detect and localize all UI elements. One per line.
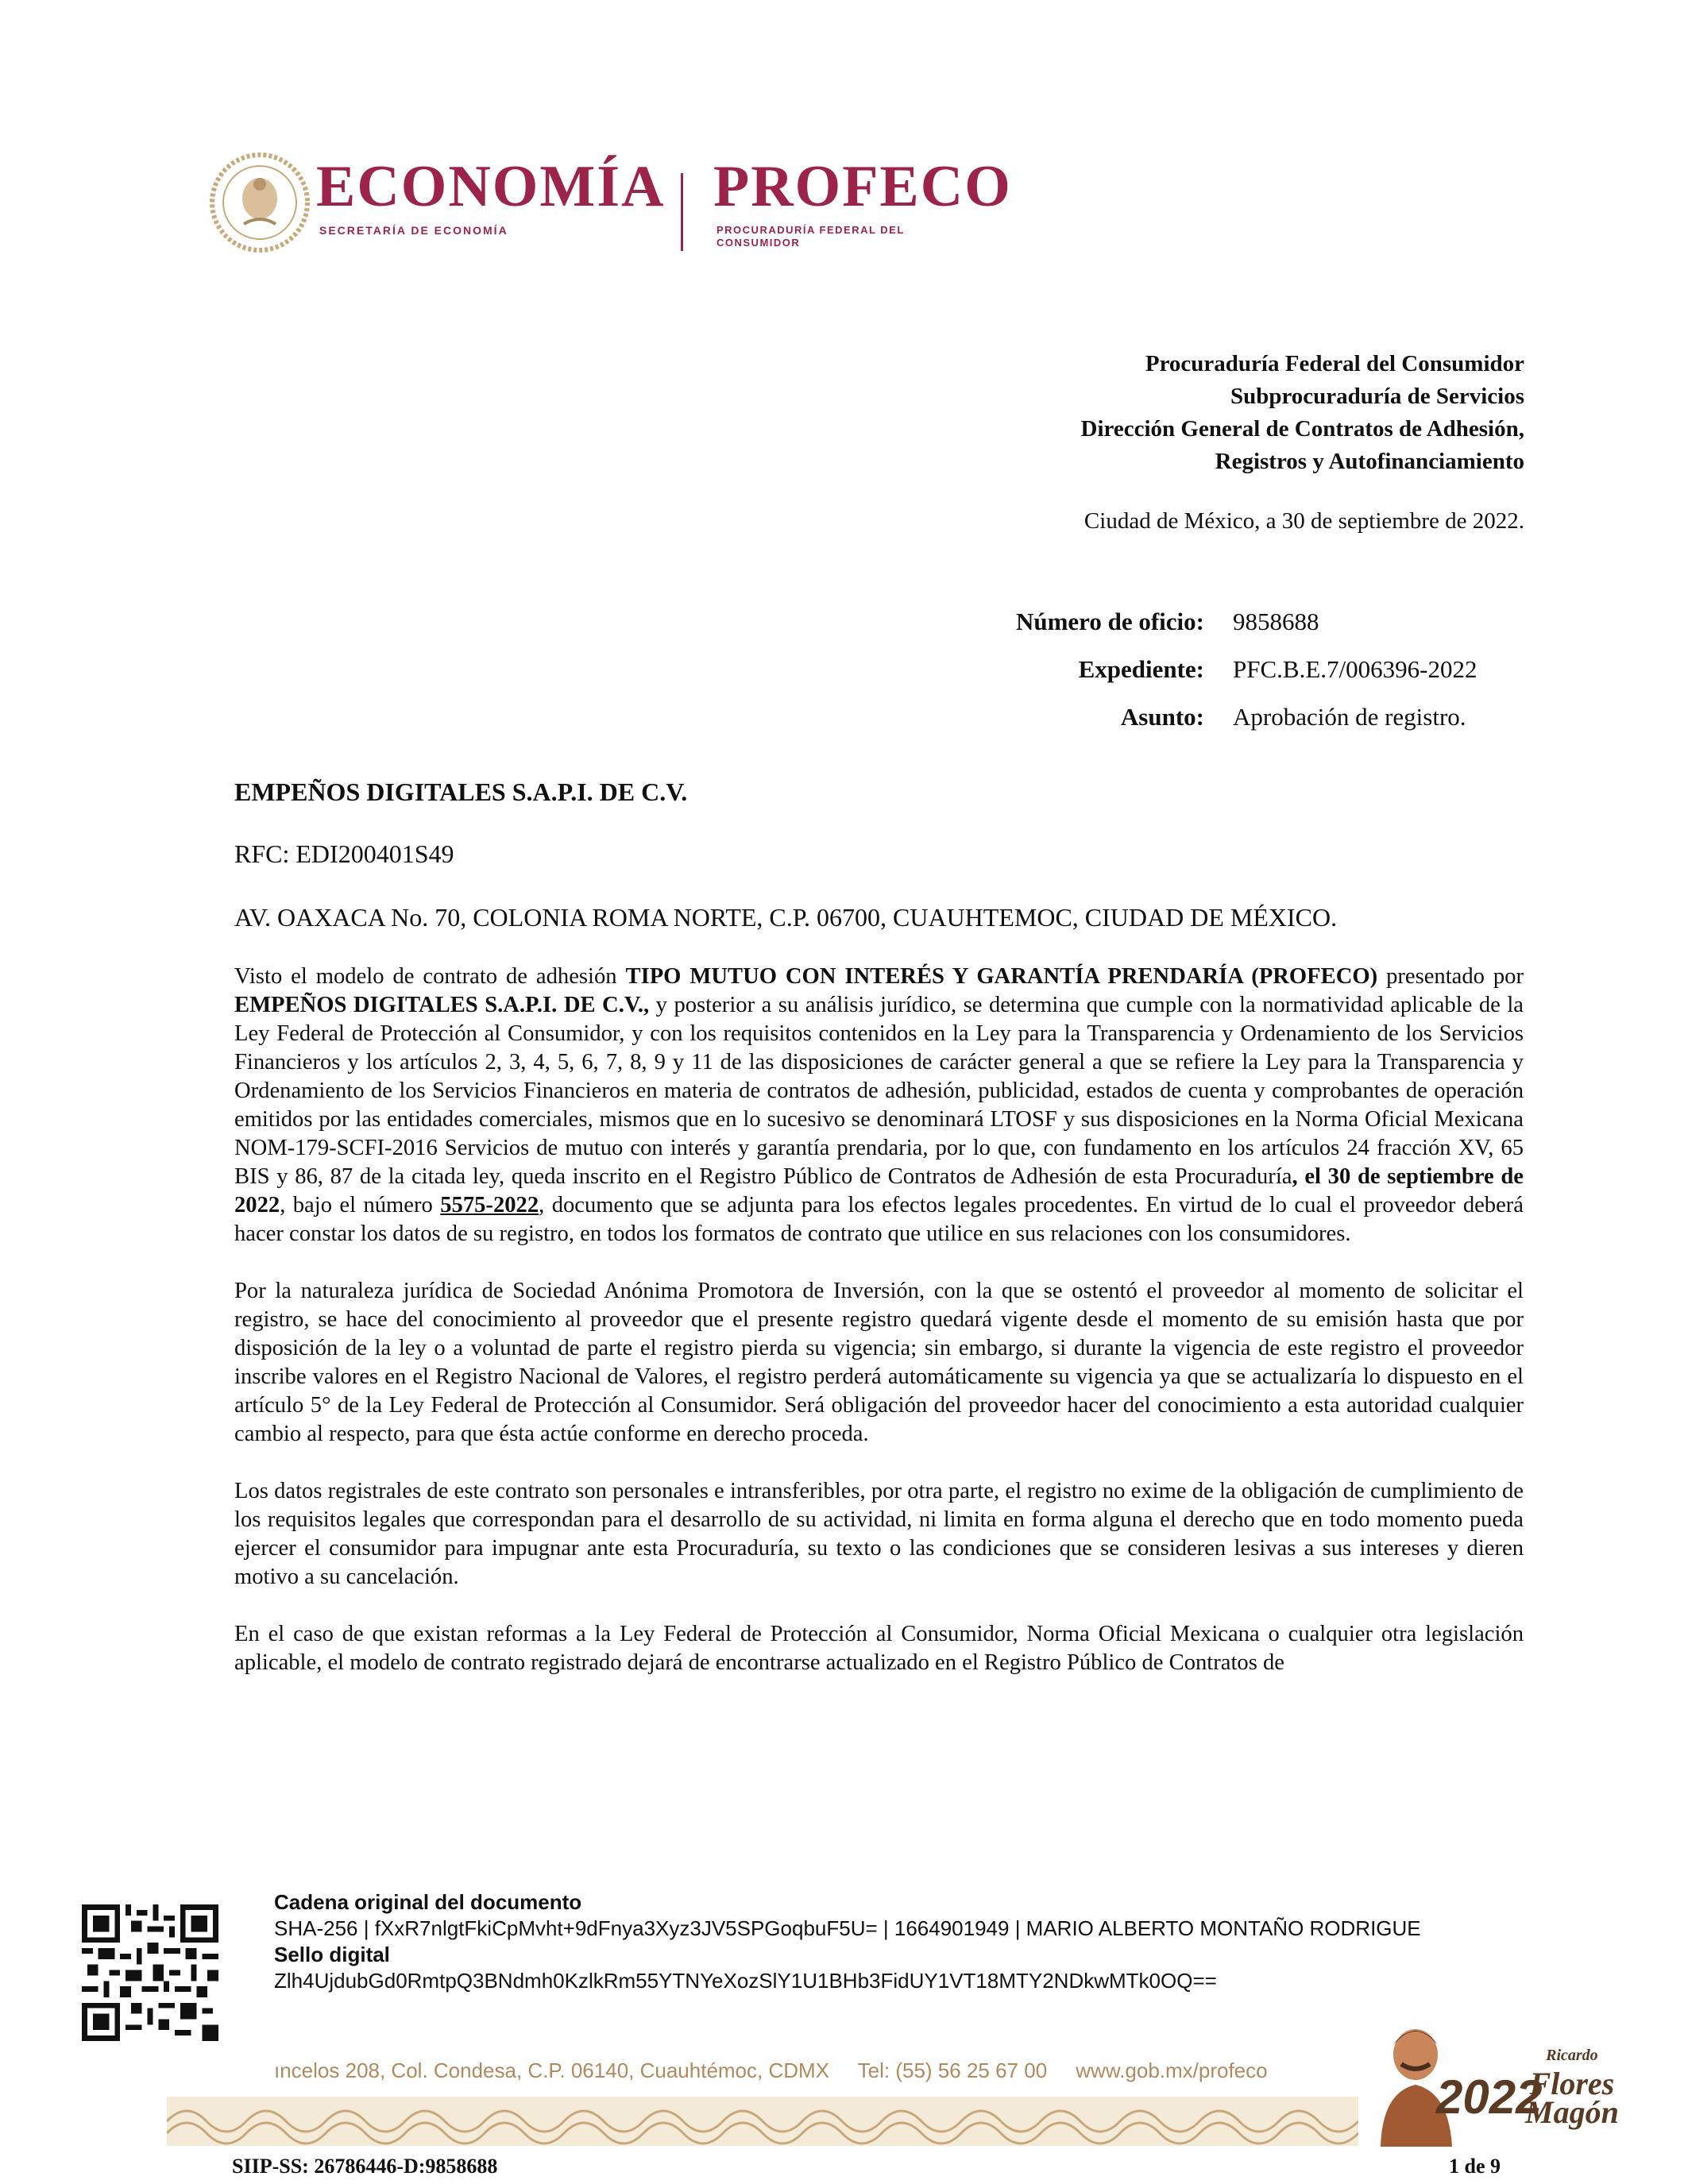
office-header [1081,348,1525,478]
cadena-label: Cadena original del documento [274,1890,582,1914]
meta-row-oficio [985,598,1477,646]
contract-type: TIPO MUTUO CON INTERÉS Y GARANTÍA PRENDARÍA (PROFECO) [625,964,1378,989]
registration-date: , el 30 de septiembre de 2022 [234,1164,1524,1217]
office-line-4: Registros y Autofinanciamiento [1215,449,1524,474]
addressee-name: EMPEÑOS DIGITALES S.A.P.I. DE C.V. [234,778,688,806]
economia-logo-text: ECONOMÍA [316,154,666,219]
office-line-3: Dirección General de Contratos de Adhesión, [1080,416,1524,442]
asunto-label: Asunto: [1120,703,1204,731]
economia-logo-subtitle: SECRETARÍA DE ECONOMÍA [319,224,508,237]
footer-decorative-band [167,2097,1358,2146]
qr-code [82,1904,218,2041]
asunto-value: Aprobación de registro. [1233,703,1466,731]
name-first: Ricardo [1546,2047,1598,2064]
body-paragraph-3: Los datos registrales de este contrato son personales e intransferibles, por otra parte, el registro no exime de la obligación de cumplimiento de los requisitos legales que correspondan para el desarrollo de su actividad, ni limita en forma alguna el derecho que en todo momento pueda ejercer el consumidor para impugnar ante esta Procuraduría, su texto o las condiciones que se consideren lesivas a sus intereses y dieren motivo a su cancelación. [234,1479,1524,1589]
cadena-value: SHA-256 | fXxR7nlgtFkiCpMvht+9dFnya3Xyz3JV5SPGoqbuF5U= | 1664901949 | MARIO ALBERTO MONTAÑO RODRIGUE [274,1916,1421,1940]
meta-row-asunto [985,693,1477,741]
page-number: 1 de 9 [1449,2155,1501,2178]
place-date: Ciudad de México, a 30 de septiembre de 2022. [1083,508,1524,534]
meta-row-expediente [985,646,1477,693]
name-mid: Flores [1529,2066,1615,2101]
sello-value: Zlh4UjdubGd0RmtpQ3BNdmh0KzlkRm55YTNYeXozSlY1U1BHb3FidUY1VT18MTY2NDkwMTk0OQ== [274,1969,1217,1993]
expediente-value: PFC.B.E.7/006396-2022 [1233,655,1477,683]
registration-number: 5575-2022 [440,1193,539,1217]
p1-text-a: Visto el modelo de contrato de adhesión [234,964,626,989]
addressee-rfc: RFC: EDI200401S49 [234,839,454,868]
p1-text-c: presentado por [1377,964,1524,989]
office-line-2: Subprocuraduría de Servicios [1230,384,1524,409]
body-paragraph-4: En el caso de que existan reformas a la Ley Federal de Protección al Consumidor, Norma Oficial Mexicana o cualquier otra legislación aplicable, el modelo de contrato registrado dejará de encontrarse actualizado en el Registro Público de Contratos de [234,1622,1524,1675]
oficio-label: Número de oficio: [1015,608,1204,635]
provider-name: EMPEÑOS DIGITALES S.A.P.I. DE C.V., [234,993,650,1017]
footer-contact-line: ıncelos 208, Col. Condesa, C.P. 06140, Cuauhtémoc, CDMX Tel: (55) 56 25 67 00 www.gob.mx/profeco [274,2059,1268,2082]
document-meta [985,598,1477,741]
mexico-seal-logo [208,151,311,254]
letter-body [234,963,1524,1706]
oficio-value: 9858688 [1233,608,1319,635]
body-paragraph-1 [234,963,1524,1248]
profeco-logo-subtitle: PROCURADURÍA FEDERAL DEL CONSUMIDOR [717,224,905,249]
office-line-1: Procuraduría Federal del Consumidor [1145,351,1524,376]
commemorative-year: 2022 [1436,2070,1543,2124]
document-id: SIIP-SS: 26786446-D:9858688 [232,2155,498,2178]
digital-signature-block [274,1889,1421,1994]
profeco-logo-text: PROFECO [713,154,1012,219]
sello-label: Sello digital [274,1943,390,1966]
body-paragraph-2: Por la naturaleza jurídica de Sociedad Anónima Promotora de Inversión, con la que se ostentó el proveedor al momento de solicitar el registro, se hace del conocimiento al proveedor que el presente registro quedará vigente desde el momento de su emisión hasta que por disposición de la ley o a voluntad de parte el registro pierda su vigencia; sin embargo, si durante la vigencia de este registro el proveedor inscribe valores en el Registro Nacional de Valores, el registro perderá automáticamente su vigencia ya que se actualizaría lo dispuesto en el artículo 5° de la Ley Federal de Protección al Consumidor. Será obligación del proveedor hacer del conocimiento a esta autoridad cualquier cambio al respecto, para que ésta actúe conforme en derecho proceda. [234,1279,1524,1446]
expediente-label: Expediente: [1078,655,1204,683]
p1-text-e: y posterior a su análisis jurídico, se determina que cumple con la normatividad aplicable de la Ley Federal de Protección al Consumidor, y con los requisitos contenidos en la Ley para la Transparencia y Ordenamiento de los Servicios Financieros y los artículos 2, 3, 4, 5, 6, 7, 8, 9 y 11 de las disposiciones de carácter general a que se refiere la Ley para la Transparencia y Ordenamiento de los Servicios Financieros en materia de contratos de adhesión, publicidad, estados de cuenta y comprobantes de operación emitidos por las entidades comerciales, mismos que en lo sucesivo se denominará LTOSF y sus disposiciones en la Norma Oficial Mexicana NOM-179-SCFI-2016 Servicios de mutuo con interés y garantía prendaria, por lo que, con fundamento en los artículos 24 fracción XV, 65 BIS y 86, 87 de la citada ley, queda inscrito en el Registro Público de Contratos de Adhesión de esta Procuraduría [234,993,1524,1189]
p1-text-g: , bajo el número [280,1193,441,1217]
name-last: Magón [1525,2094,1619,2130]
p1-text-i: , documento que se adjunta para los efectos legales procedentes. En virtud de lo cual el proveedor deberá hacer constar los datos de su registro, en todos los formatos de contrato que utilice en sus relaciones con los consumidores. [234,1193,1524,1246]
commemorative-name [1525,2041,1619,2130]
logo-divider [681,173,683,251]
addressee-address: AV. OAXACA No. 70, COLONIA ROMA NORTE, C.P. 06700, CUAUHTEMOC, CIUDAD DE MÉXICO. [234,903,1338,932]
